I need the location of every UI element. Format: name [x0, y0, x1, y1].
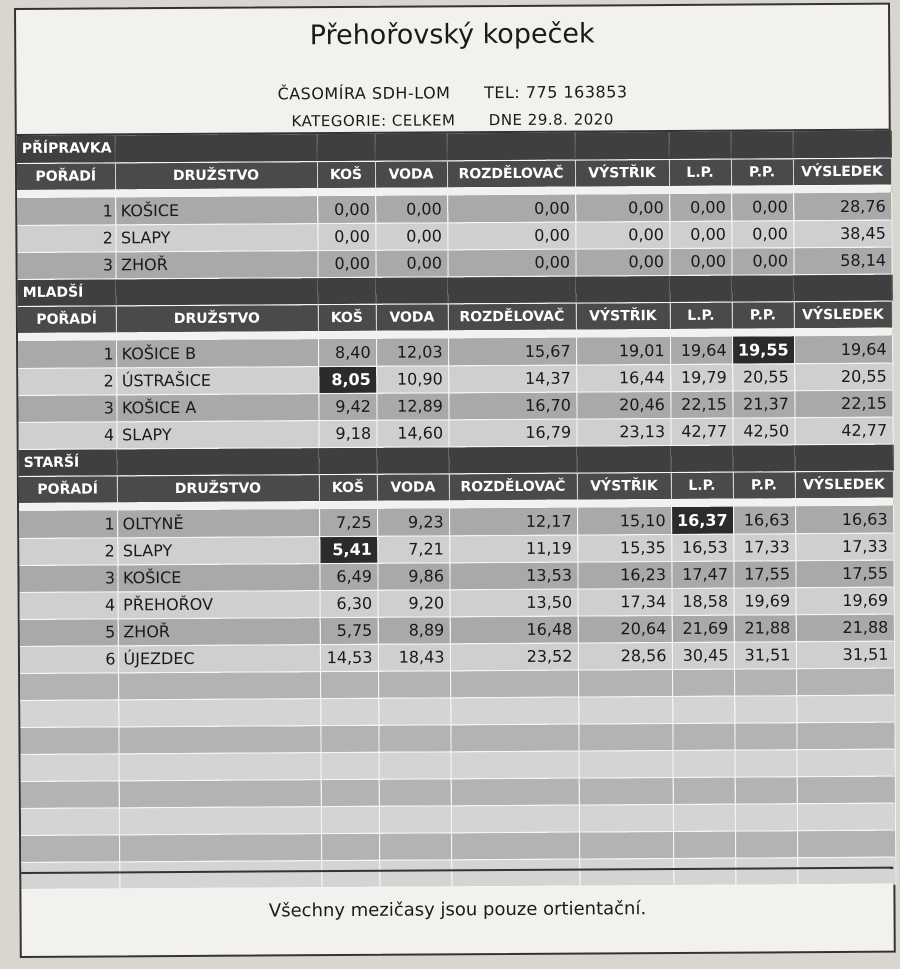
cell-rank: 3 [17, 251, 115, 279]
column-header: VÝSLEDEK [794, 301, 892, 329]
cell-kos: 8,05 [318, 366, 376, 393]
cell-lp: 22,15 [670, 391, 732, 418]
cell-pp: 17,55 [733, 560, 795, 587]
cell-team: KOŠICE [115, 196, 317, 224]
cell-team: OLTYNĚ [117, 509, 319, 537]
cell-kos: 0,00 [317, 196, 375, 223]
cell-rank: 2 [19, 537, 117, 565]
section-name: PŘÍPRAVKA [17, 135, 115, 163]
cell-rozdelovac: 16,48 [450, 616, 578, 644]
cell-rozdelovac: 0,00 [447, 249, 575, 277]
cell-result: 19,69 [796, 587, 894, 615]
cell-kos: 9,18 [319, 420, 377, 447]
cell-lp: 0,00 [669, 248, 731, 275]
column-header: VÝSLEDEK [793, 158, 891, 186]
result-sheet [14, 3, 896, 958]
cell-rozdelovac: 14,37 [448, 365, 576, 393]
cell-kos: 7,25 [319, 509, 377, 536]
cell-kos: 5,41 [319, 536, 377, 563]
cell-lp: 16,37 [671, 507, 733, 534]
cell-result: 28,76 [793, 193, 891, 221]
cell-rozdelovac: 0,00 [447, 222, 575, 250]
cell-lp: 30,45 [672, 642, 734, 669]
cell-pp: 21,37 [732, 390, 794, 417]
cell-rank: 3 [18, 394, 116, 422]
cell-rozdelovac: 16,70 [448, 392, 576, 420]
cell-pp: 16,63 [733, 506, 795, 533]
cell-vystrik: 15,35 [577, 534, 671, 562]
column-header: POŘADÍ [18, 305, 116, 333]
cell-result: 42,77 [795, 417, 893, 445]
cell-kos: 0,00 [317, 250, 375, 277]
column-header: DRUŽSTVO [117, 474, 319, 502]
cell-rank: 3 [19, 564, 117, 592]
cell-rank: 1 [17, 197, 115, 225]
cell-rank: 4 [20, 591, 118, 619]
cell-team: SLAPY [117, 420, 319, 448]
column-header: VÝSLEDEK [795, 471, 893, 499]
cell-vystrik: 23,13 [577, 418, 671, 446]
cell-kos: 0,00 [317, 223, 375, 250]
cell-lp: 42,77 [671, 418, 733, 445]
cell-team: ZHOŘ [118, 617, 320, 645]
cell-rozdelovac: 23,52 [450, 643, 578, 671]
column-header: VÝSTŘIK [577, 472, 671, 500]
category-label: KATEGORIE: CELKEM [291, 111, 456, 131]
cell-lp: 18,58 [672, 588, 734, 615]
cell-pp: 0,00 [731, 220, 793, 247]
cell-kos: 5,75 [320, 617, 378, 644]
cell-pp: 42,50 [733, 417, 795, 444]
cell-rank: 6 [20, 645, 118, 673]
cell-team: SLAPY [115, 223, 317, 251]
column-header: KOŠ [319, 474, 377, 501]
column-header: DRUŽSTVO [115, 161, 317, 189]
cell-lp: 21,69 [672, 615, 734, 642]
cell-result: 19,64 [794, 336, 892, 364]
column-header: POŘADÍ [19, 475, 117, 503]
column-header: KOŠ [318, 304, 376, 331]
cell-vystrik: 28,56 [578, 642, 672, 670]
cell-result: 38,45 [793, 220, 891, 248]
column-header: L.P. [670, 302, 732, 329]
column-header: VÝSTŘIK [575, 159, 669, 187]
page-title: Přehořovský kopeček [309, 18, 595, 52]
column-header: VÝSTŘIK [576, 302, 670, 330]
cell-vystrik: 19,01 [576, 337, 670, 365]
cell-lp: 0,00 [669, 194, 731, 221]
cell-lp: 17,47 [671, 561, 733, 588]
cell-kos: 8,40 [318, 339, 376, 366]
cell-vystrik: 16,23 [577, 561, 671, 589]
cell-rozdelovac: 13,50 [450, 589, 578, 617]
phone-label: TEL: 775 163853 [483, 82, 628, 103]
cell-result: 16,63 [795, 506, 893, 534]
column-header: P.P. [731, 158, 793, 185]
cell-voda: 9,86 [377, 562, 449, 589]
cell-rozdelovac: 11,19 [449, 535, 577, 563]
cell-rank: 2 [17, 224, 115, 252]
footer [21, 867, 893, 956]
cell-pp: 17,33 [733, 533, 795, 560]
cell-team: KOŠICE B [116, 339, 318, 367]
column-header: ROZDĚLOVAČ [447, 160, 575, 188]
cell-pp: 19,69 [734, 587, 796, 614]
column-header: ROZDĚLOVAČ [449, 473, 577, 501]
cell-vystrik: 0,00 [575, 248, 669, 276]
column-header: L.P. [669, 159, 731, 186]
date-label: DNE 29.8. 2020 [488, 110, 614, 130]
cell-voda: 10,90 [376, 365, 448, 392]
cell-lp: 16,53 [671, 534, 733, 561]
cell-rozdelovac: 16,79 [449, 419, 577, 447]
cell-rank: 4 [19, 421, 117, 449]
cell-team: SLAPY [117, 536, 319, 564]
cell-team: KOŠICE A [116, 393, 318, 421]
column-header: VODA [376, 303, 448, 330]
column-header: DRUŽSTVO [116, 304, 318, 332]
cell-team: ÚJEZDEC [118, 644, 320, 672]
cell-pp: 19,55 [732, 336, 794, 363]
cell-pp: 21,88 [734, 614, 796, 641]
cell-result: 21,88 [796, 614, 894, 642]
cell-pp: 0,00 [731, 247, 793, 274]
section-name: STARŠÍ [19, 448, 117, 476]
cell-team: PŘEHOŘOV [118, 590, 320, 618]
cell-kos: 6,49 [319, 563, 377, 590]
cell-result: 58,14 [793, 247, 891, 275]
cell-team: ZHOŘ [115, 250, 317, 278]
column-header: VODA [375, 160, 447, 187]
cell-vystrik: 17,34 [578, 588, 672, 616]
cell-rozdelovac: 12,17 [449, 508, 577, 536]
cell-result: 20,55 [794, 363, 892, 391]
column-header: P.P. [732, 301, 794, 328]
cell-kos: 14,53 [320, 644, 378, 671]
cell-lp: 0,00 [669, 221, 731, 248]
cell-voda: 9,20 [378, 589, 450, 616]
cell-vystrik: 20,46 [576, 391, 670, 419]
cell-vystrik: 0,00 [575, 194, 669, 222]
column-header: KOŠ [317, 161, 375, 188]
cell-lp: 19,64 [670, 337, 732, 364]
column-header: POŘADÍ [17, 162, 115, 190]
cell-rozdelovac: 13,53 [449, 562, 577, 590]
cell-voda: 12,89 [376, 392, 448, 419]
cell-pp: 0,00 [731, 193, 793, 220]
column-header: VODA [377, 473, 449, 500]
timing-label: ČASOMÍRA SDH-LOM [277, 83, 451, 104]
cell-rozdelovac: 0,00 [447, 195, 575, 223]
cell-result: 31,51 [796, 641, 894, 669]
cell-vystrik: 20,64 [578, 615, 672, 643]
cell-vystrik: 15,10 [577, 507, 671, 535]
cell-voda: 18,43 [378, 643, 450, 670]
cell-kos: 9,42 [318, 393, 376, 420]
cell-voda: 12,03 [376, 338, 448, 365]
cell-voda: 14,60 [377, 419, 449, 446]
cell-rank: 2 [18, 367, 116, 395]
cell-rank: 1 [18, 340, 116, 368]
sheet-header [16, 5, 889, 136]
cell-voda: 9,23 [377, 508, 449, 535]
cell-voda: 0,00 [375, 195, 447, 222]
cell-rozdelovac: 15,67 [448, 338, 576, 366]
column-header: P.P. [733, 471, 795, 498]
cell-lp: 19,79 [670, 364, 732, 391]
cell-rank: 1 [19, 510, 117, 538]
results-table [17, 131, 896, 890]
cell-rank: 5 [20, 618, 118, 646]
cell-voda: 7,21 [377, 535, 449, 562]
column-header: L.P. [671, 472, 733, 499]
cell-vystrik: 0,00 [575, 221, 669, 249]
section-name: MLADŠÍ [18, 278, 116, 306]
cell-kos: 6,30 [320, 590, 378, 617]
footer-note: Všechny mezičasy jsou pouze ortientační. [268, 898, 647, 922]
cell-team: ÚSTRAŠICE [116, 366, 318, 394]
cell-pp: 31,51 [734, 641, 796, 668]
cell-result: 17,55 [795, 560, 893, 588]
cell-team: KOŠICE [117, 563, 319, 591]
cell-result: 22,15 [794, 390, 892, 418]
cell-vystrik: 16,44 [576, 364, 670, 392]
cell-voda: 0,00 [375, 222, 447, 249]
cell-result: 17,33 [795, 533, 893, 561]
cell-voda: 8,89 [378, 616, 450, 643]
cell-voda: 0,00 [375, 249, 447, 276]
cell-pp: 20,55 [732, 363, 794, 390]
column-header: ROZDĚLOVAČ [448, 303, 576, 331]
